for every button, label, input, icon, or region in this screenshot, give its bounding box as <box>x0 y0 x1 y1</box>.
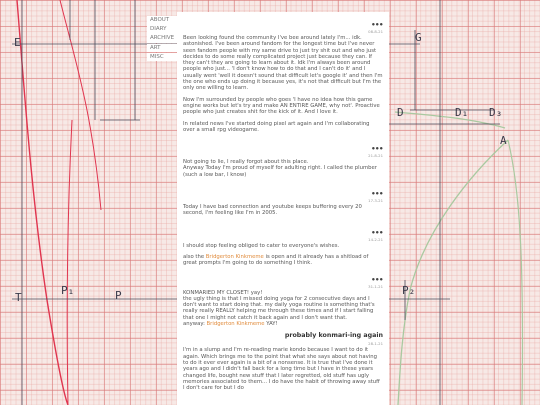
post-paragraph <box>183 347 383 391</box>
post-paragraph <box>183 254 383 267</box>
post-paragraph <box>183 243 383 249</box>
kinkmeme-link[interactable]: Bridgerton Kinkmeme <box>205 253 264 260</box>
diary-post <box>177 230 389 267</box>
pattern-label-p1: P₁ <box>61 284 75 297</box>
post-text: the ugly thing is that I missed doing yoga for 2 consecutive days and I don't want to start doing that. my daily yoga routine is something that's really really REALLY helping me through these times and if I start falling that one I might not catch it back again and I don't want that. <box>183 295 375 321</box>
post-text: I'm in a slump and I'm re-reading marie kondo because I want to do it again. Which brings me to the point that what she says about not having to do it ever ever again is a bit of a nonsense. It is true that I've done it years ago and I didn't fall back for a long time but I have in these years changed life, bought new stuff that I later regretted, old stuff has ugly memories associated to them... I do have the habit of throwing away stuff I don't care for but I do <box>183 347 380 392</box>
post-date: 31-1-21 <box>368 283 383 289</box>
pattern-label-d1: D₁ <box>455 106 469 119</box>
post-text: YAY! <box>264 321 278 328</box>
post-divider-dots: ••• <box>371 228 383 237</box>
pattern-label-p2: P₂ <box>402 284 416 297</box>
pattern-label-a: A <box>500 134 507 147</box>
diary-post <box>177 277 389 328</box>
diary-content[interactable] <box>177 12 389 405</box>
post-date: 21-8-21 <box>368 153 383 159</box>
red-seam-line <box>67 120 72 405</box>
diary-post <box>177 332 389 391</box>
nav-archive-link[interactable]: ARCHIVE <box>147 34 177 43</box>
nav-diary-link[interactable]: DIARY <box>147 25 177 34</box>
post-text: I should stop feeling obliged to cater to everyone's wishes. <box>183 242 340 249</box>
post-text: anyway: <box>183 321 207 328</box>
pattern-label-d3: D₃ <box>489 106 503 119</box>
side-nav <box>147 16 177 62</box>
post-text: Anyway Today I'm proud of myself for adulting right. I called the plumber (such a low bar, I know) <box>183 165 377 178</box>
diary-post <box>177 146 389 178</box>
pattern-label-d: D <box>397 106 404 119</box>
nav-art-link[interactable]: ART <box>147 44 177 53</box>
post-text: Not going to lie, I really forgot about this place. <box>183 159 309 166</box>
nav-misc-link[interactable]: MISC <box>147 53 177 62</box>
post-divider-dots: ••• <box>371 21 383 29</box>
green-curve <box>508 140 522 405</box>
post-text: Today I have bad connection and youtube keeps buffering every 20 second, I'm feeling like I'm in 2005. <box>183 204 362 217</box>
post-date: 08-8-21 <box>368 29 383 34</box>
post-paragraph <box>183 97 383 116</box>
post-paragraph <box>183 204 383 217</box>
post-divider-dots: ••• <box>371 190 383 199</box>
post-date: 14-2-21 <box>368 236 383 242</box>
pattern-label-t: T <box>15 291 22 304</box>
diary-post <box>177 191 389 217</box>
post-text: KONMARIED MY CLOSET! yay! <box>183 289 263 296</box>
post-title: probably konmari-ing again <box>284 332 383 340</box>
post-text: In related news I've started doing pixel art again and I'm collaborating over a small rpg videogame. <box>183 120 370 133</box>
red-seam-line <box>17 0 68 405</box>
post-text: Now I'm surrounded by people who goes 'I have no idea how this game engine works but let's try and make AN ENTIRE GAME, why not'. Proactive people who just creates shit for the kick of it. And I love it. <box>183 96 380 116</box>
post-divider-dots: ••• <box>371 145 383 154</box>
post-paragraph <box>183 159 383 178</box>
nav-about-link[interactable]: ABOUT <box>147 16 177 25</box>
post-text: is open and it already has a shitload of great prompts I'm going to do something I think. <box>183 253 369 267</box>
post-date: 17-3-21 <box>368 198 383 204</box>
kinkmeme-link[interactable]: Bridgerton Kinkmeme <box>206 321 265 328</box>
pattern-label-g: G <box>415 31 422 44</box>
post-divider-dots: ••• <box>371 275 383 284</box>
post-text: also the <box>183 253 206 260</box>
post-text: Been looking found the community I've bee around lately I'm... idk. astonished. I've been around fandom for the longest time but I've never seen fandom people with my same drive to just try shit out and who just decides to do some really complicated project just because they can. If they can't they are going to learn about it. Idk I'm always been around people who just... 'I don't know how to do that and I can't do it' and I usually went 'well it doesn't sound that difficult let's google it' and then I'm the one who ends up doing it because yes, it's not that difficult but I'm the only one willing to learn. <box>183 35 383 92</box>
pattern-label-p: P <box>115 289 122 302</box>
pattern-label-e: E <box>14 36 21 49</box>
post-paragraph <box>183 121 383 134</box>
green-curve <box>398 140 508 405</box>
post-paragraph <box>183 35 383 92</box>
post-paragraph <box>183 290 383 328</box>
diary-post <box>177 22 389 133</box>
post-date: 28-1-21 <box>368 341 383 347</box>
